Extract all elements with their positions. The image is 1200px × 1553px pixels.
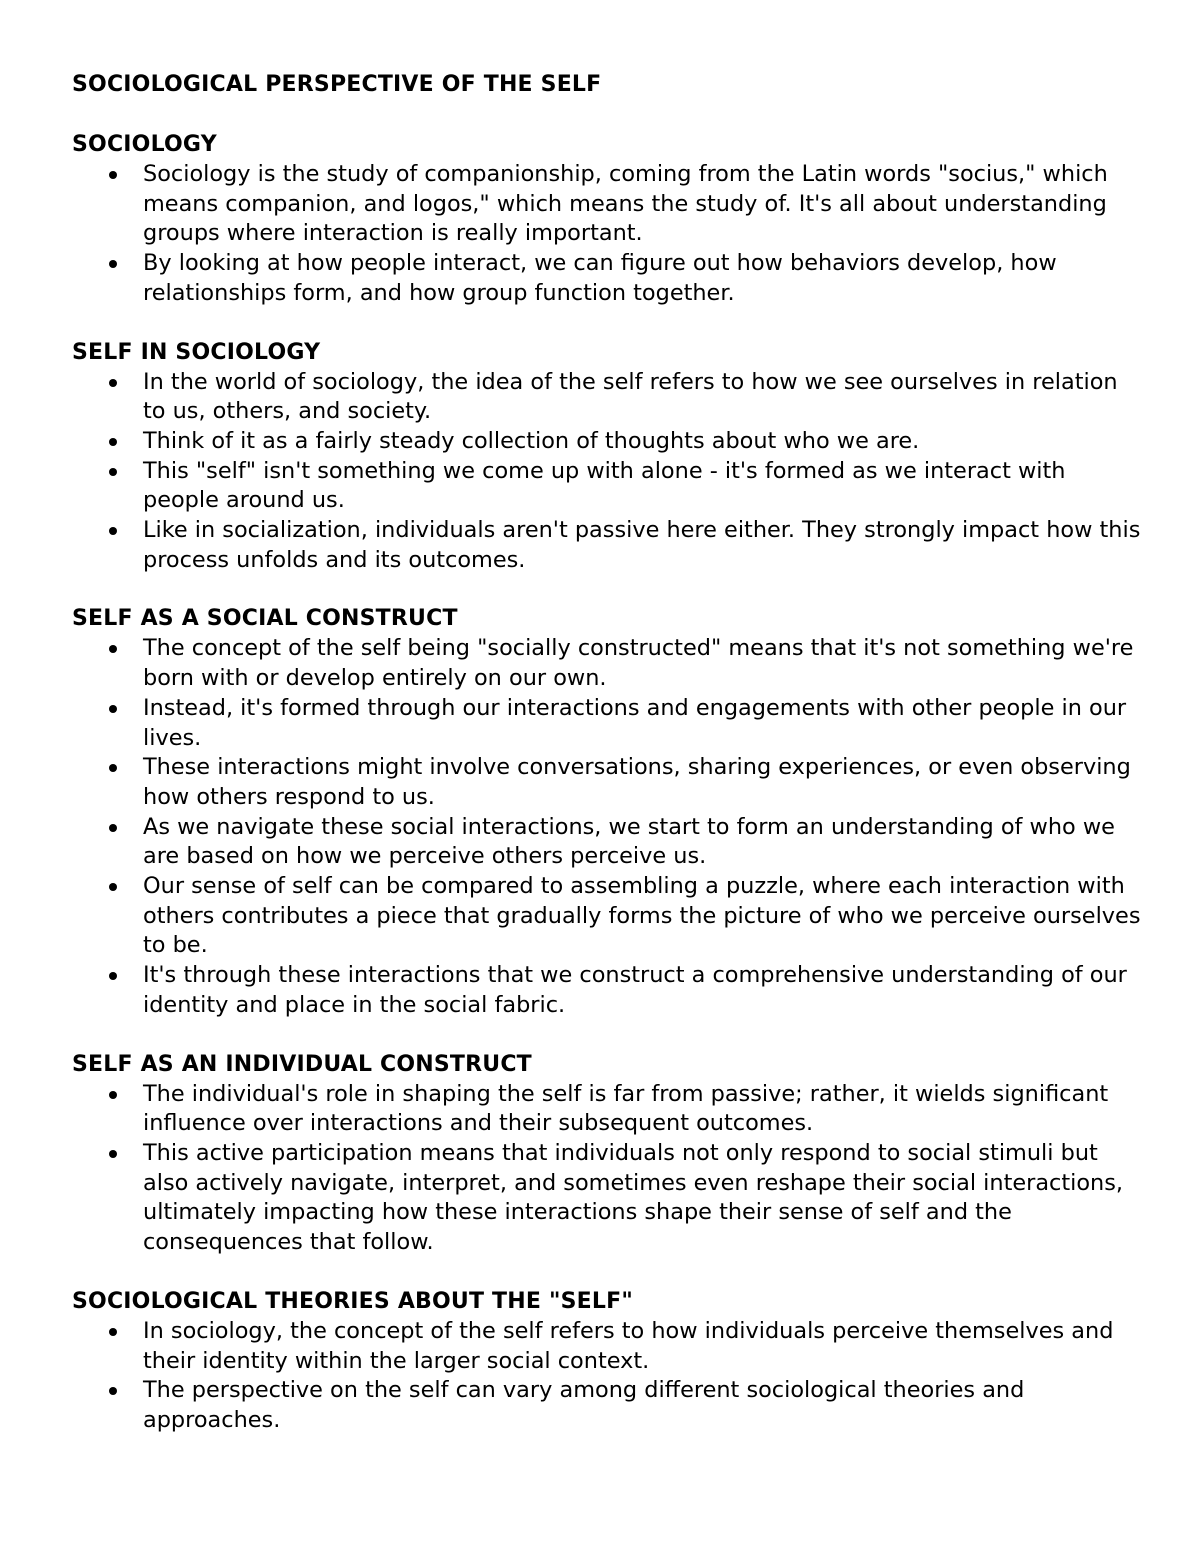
bullet-text: Sociology is the study of companionship, coming from the Latin words "socius," which means companion, and logos," which means the study of. It's all about understanding groups where interaction is really important. [143,161,1108,247]
bullet-text: Like in socialization, individuals aren't passive here either. They strongly impact how this process unfolds and its outcomes. [143,517,1141,573]
list-item [72,1139,1142,1258]
section-self-as-individual-construct [72,1050,1142,1258]
bullet-icon [109,1091,117,1099]
bullet-icon [109,260,117,268]
list-item [72,457,1142,516]
bullet-list [72,368,1142,576]
document-page [72,70,1142,1465]
list-item [72,249,1142,308]
bullet-icon [109,1387,117,1395]
list-item [72,1317,1142,1376]
section-self-as-social-construct [72,604,1142,1020]
document-title: SOCIOLOGICAL PERSPECTIVE OF THE SELF [72,72,602,97]
bullet-icon [109,1328,117,1336]
bullet-list [72,634,1142,1020]
bullet-text: This "self" isn't something we come up with alone - it's formed as we interact with people around us. [143,457,1066,514]
bullet-icon [109,1150,117,1158]
bullet-icon [109,468,117,476]
list-item [72,872,1142,961]
bullet-icon [109,883,117,891]
bullet-icon [109,705,117,713]
list-item [72,634,1142,693]
list-item [72,427,1142,457]
bullet-text: This active participation means that individuals not only respond to social stimuli but also actively navigate, interpret, and sometimes even reshape their social interactions, ultimately impacting how these interactions shape their sense of self and the consequences that follow. [143,1139,1124,1256]
section-heading: SELF IN SOCIOLOGY [72,339,321,365]
list-item [72,516,1142,575]
section-heading: SELF AS A SOCIAL CONSTRUCT [72,606,458,632]
bullet-text: As we navigate these social interactions, we start to form an understanding of who we are based on how we perceive others perceive us. [143,813,1115,870]
bullet-text: The perspective on the self can vary among different sociological theories and approaches. [143,1377,1025,1433]
list-item [72,160,1142,249]
bullet-icon [109,972,117,980]
bullet-list [72,160,1142,309]
section-sociology [72,130,1142,309]
list-item [72,961,1142,1020]
list-item [72,694,1142,753]
list-item [72,368,1142,427]
bullet-list [72,1080,1142,1258]
list-item [72,753,1142,812]
section-sociological-theories [72,1287,1142,1436]
bullet-text: The individual's role in shaping the self is far from passive; rather, it wields significant influence over interactions and their subsequent outcomes. [143,1080,1109,1137]
list-item [72,813,1142,872]
section-heading: SOCIOLOGY [72,132,217,157]
section-heading: SELF AS AN INDIVIDUAL CONSTRUCT [72,1051,532,1077]
bullet-list [72,1317,1142,1436]
bullet-text: By looking at how people interact, we can figure out how behaviors develop, how relationships form, and how group function together. [143,250,1057,306]
bullet-icon [109,527,117,535]
bullet-icon [109,824,117,832]
bullet-text: In sociology, the concept of the self refers to how individuals perceive themselves and their identity within the larger social context. [143,1317,1114,1374]
bullet-text: Instead, it's formed through our interactions and engagements with other people in our lives. [143,694,1127,751]
bullet-text: Think of it as a fairly steady collection of thoughts about who we are. [143,427,920,454]
list-item [72,1080,1142,1139]
bullet-icon [109,764,117,772]
bullet-text: It's through these interactions that we construct a comprehensive understanding of our identity and place in the social fabric. [143,962,1127,1018]
bullet-text: Our sense of self can be compared to assembling a puzzle, where each interaction with others contributes a piece that gradually forms the picture of who we perceive ourselves to be. [143,873,1141,959]
list-item [72,1376,1142,1435]
section-self-in-sociology [72,338,1142,576]
bullet-icon [109,438,117,446]
bullet-icon [109,171,117,179]
section-heading: SOCIOLOGICAL THEORIES ABOUT THE "SELF" [72,1288,633,1314]
bullet-icon [109,645,117,653]
bullet-text: The concept of the self being "socially constructed" means that it's not something we're born with or develop entirely on our own. [143,635,1134,692]
bullet-text: In the world of sociology, the idea of the self refers to how we see ourselves in relation to us, others, and society. [143,368,1118,425]
bullet-text: These interactions might involve conversations, sharing experiences, or even observing how others respond to us. [143,754,1131,810]
bullet-icon [109,379,117,387]
